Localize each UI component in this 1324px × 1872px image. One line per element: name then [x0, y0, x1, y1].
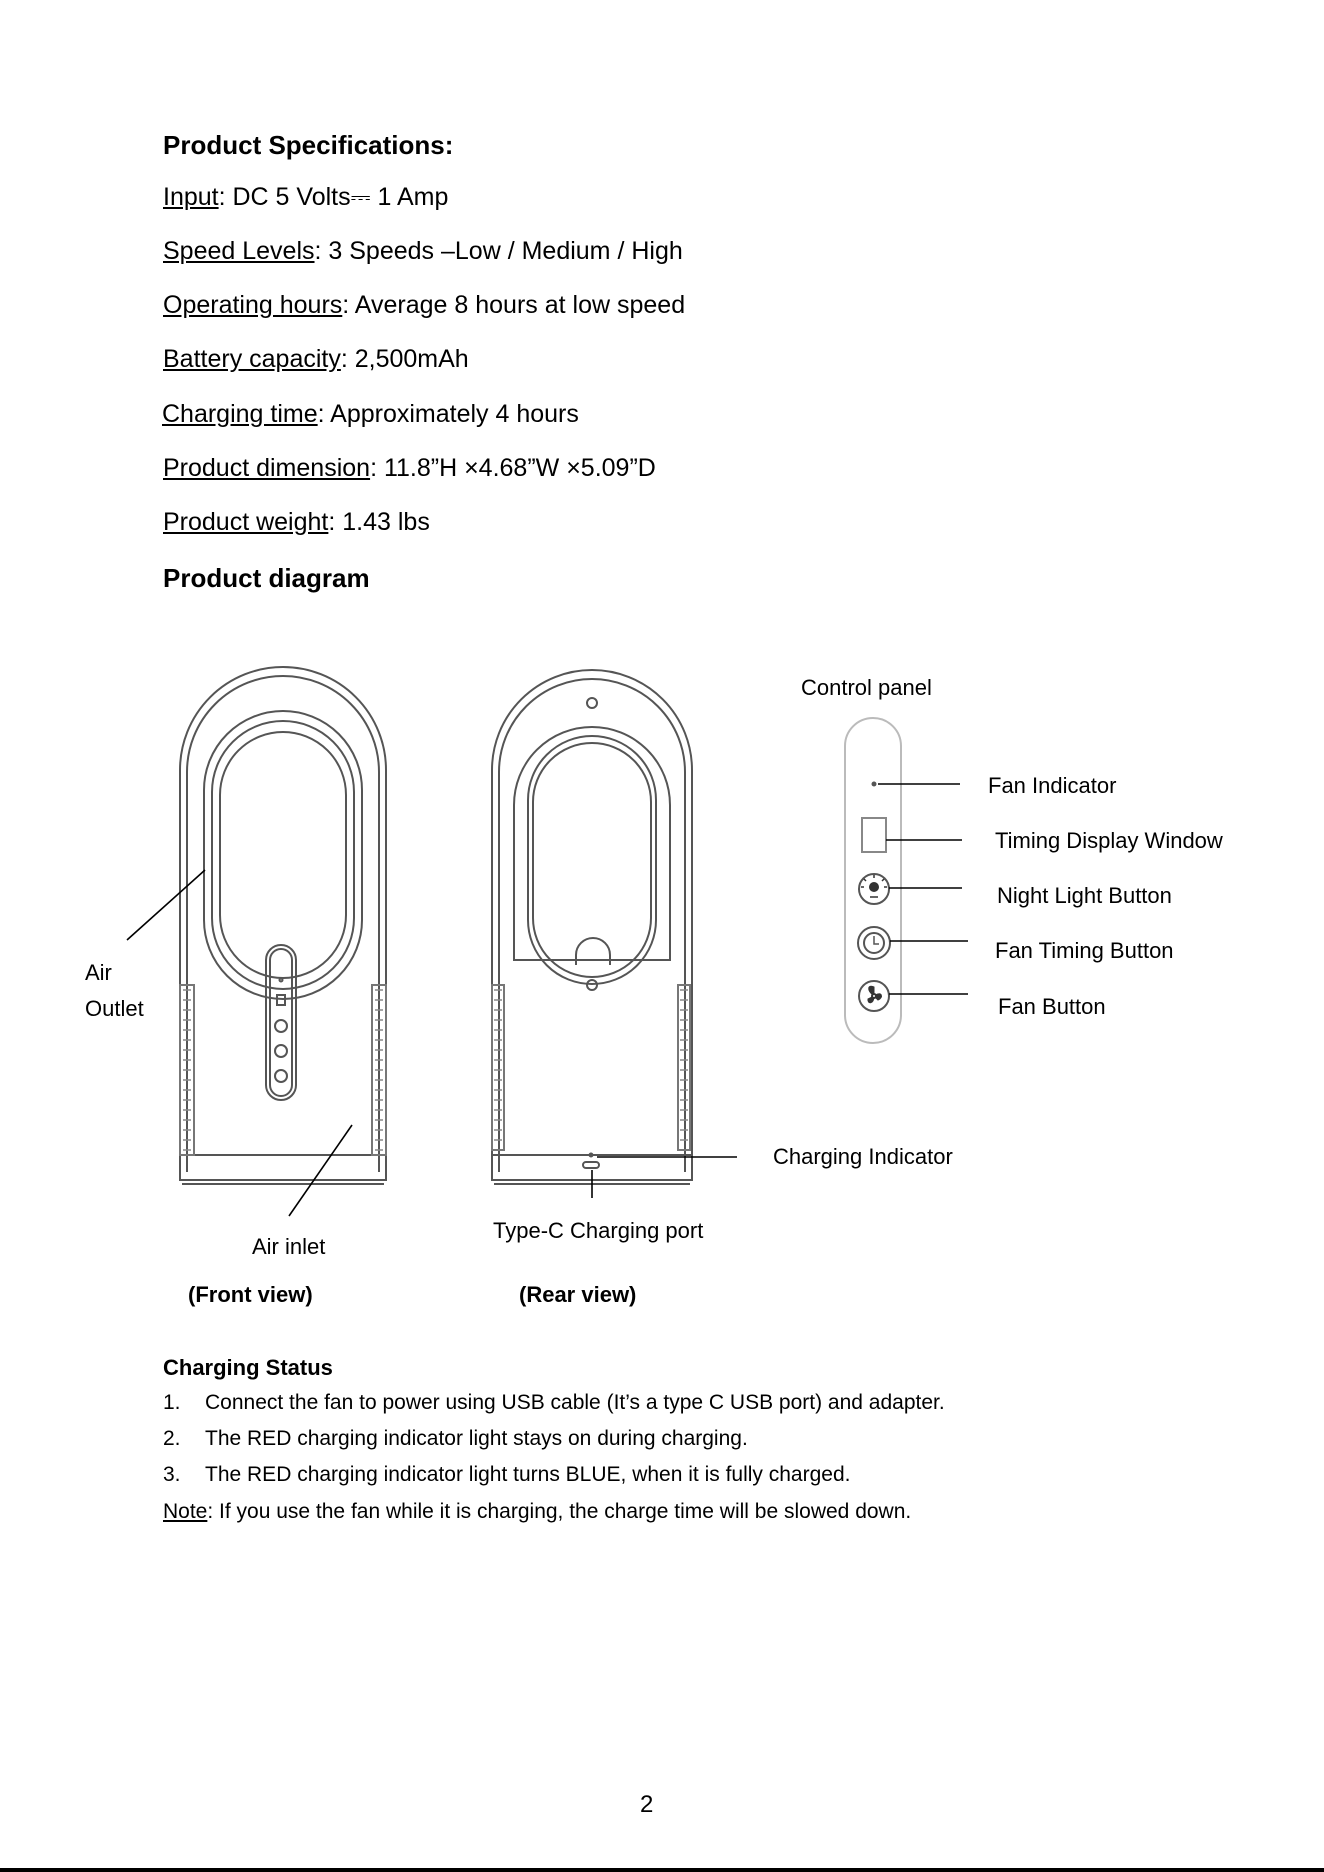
spec-speed-key: Speed Levels [163, 237, 315, 265]
timing-display-label: Timing Display Window [995, 828, 1223, 853]
rear-fan-drawing [492, 670, 692, 1184]
step-number: 2. [163, 1427, 181, 1450]
spec-battery-key: Battery capacity [163, 345, 341, 373]
air-outlet-label-1: Air [85, 960, 112, 985]
spec-charging-value: : Approximately 4 hours [317, 400, 579, 428]
spec-charging-key: Charging time [162, 400, 318, 428]
step-text: Connect the fan to power using USB cable (It’s a type C USB port) and adapter. [205, 1391, 945, 1414]
step-number: 1. [163, 1391, 181, 1414]
spec-battery-value: : 2,500mAh [340, 345, 469, 373]
spec-hours-value: : Average 8 hours at low speed [342, 291, 686, 319]
spec-hours-key: Operating hours [163, 291, 343, 319]
spec-input-tail: 1 Amp [370, 183, 449, 211]
air-inlet-label: Air inlet [252, 1234, 326, 1259]
dc-symbol: ⎓ [350, 183, 371, 211]
page-bottom-border [0, 1868, 1324, 1872]
control-panel-label: Control panel [801, 675, 932, 700]
spec-speed-value: : 3 Speeds –Low / Medium / High [314, 237, 683, 265]
charging-note [163, 1500, 911, 1524]
spec-input-value: : DC 5 Volts [218, 183, 351, 211]
air-outlet-label-2: Outlet [85, 996, 144, 1021]
fan-indicator-label: Fan Indicator [988, 773, 1117, 798]
charging-status-title: Charging Status [163, 1355, 333, 1380]
step-number: 3. [163, 1463, 181, 1486]
fan-button-label: Fan Button [998, 994, 1106, 1019]
spec-weight-value: : 1.43 lbs [328, 508, 430, 536]
spec-dimension-value: : 11.8”H ×4.68”W ×5.09”D [370, 454, 656, 482]
spec-dimension-key: Product dimension [163, 454, 371, 482]
note-text: : If you use the fan while it is charging, the charge time will be slowed down. [207, 1500, 912, 1523]
spec-weight-key: Product weight [163, 508, 329, 536]
charging-indicator-label: Charging Indicator [773, 1144, 953, 1169]
type-c-label: Type-C Charging port [493, 1218, 704, 1243]
fan-timing-label: Fan Timing Button [995, 938, 1174, 963]
front-fan-drawing [180, 667, 386, 1184]
front-view-caption: (Front view) [188, 1282, 313, 1307]
diagram-title: Product diagram [163, 563, 370, 593]
rear-view-caption: (Rear view) [519, 1282, 637, 1307]
step-text: The RED charging indicator light stays on during charging. [205, 1427, 748, 1450]
spec-input-key: Input [163, 183, 219, 211]
specs-title: Product Specifications: [163, 130, 454, 160]
night-light-label: Night Light Button [997, 883, 1172, 908]
note-key: Note [163, 1500, 208, 1523]
step-text: The RED charging indicator light turns BLUE, when it is fully charged. [205, 1463, 851, 1486]
page-number: 2 [640, 1791, 654, 1818]
charging-step-2 [163, 1427, 748, 1451]
charging-step-3 [163, 1463, 850, 1487]
charging-step-1 [163, 1391, 945, 1415]
